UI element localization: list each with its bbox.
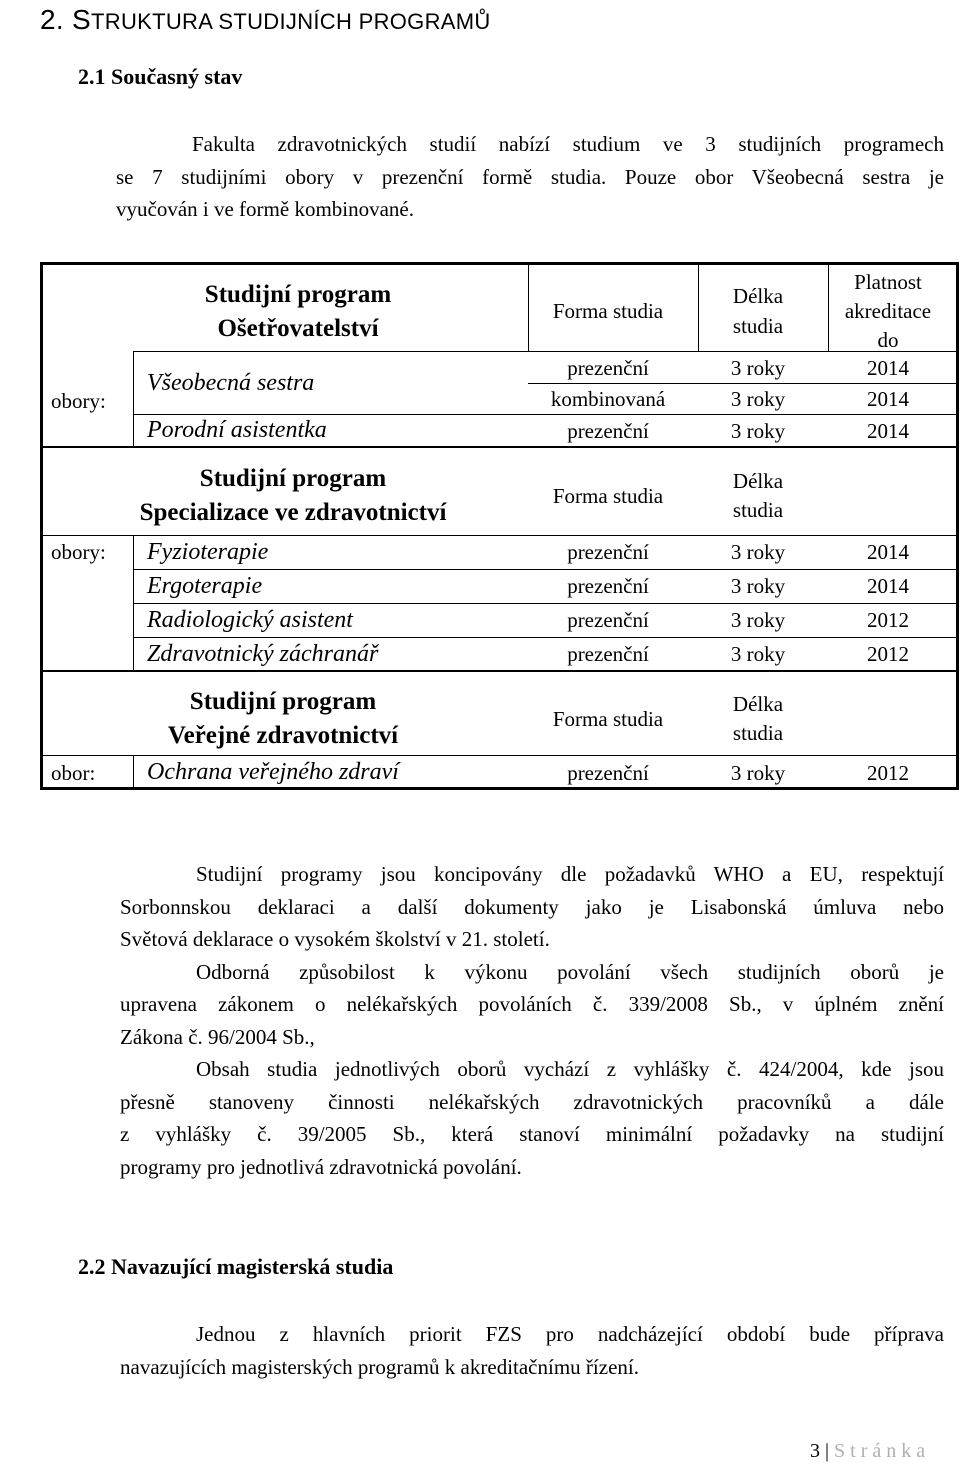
field-name: Radiologický asistent xyxy=(147,607,353,633)
heading-first-letter: S xyxy=(72,4,92,35)
footer-separator: | xyxy=(825,1440,830,1462)
intro-line: Fakulta zdravotnických studií nabízí studium ve 3 studijních programech xyxy=(192,132,944,156)
page-footer xyxy=(810,1440,930,1463)
field-delka: 3 roky xyxy=(730,761,786,785)
field-platnost: 2014 xyxy=(867,387,909,411)
field-forma: prezenční xyxy=(567,608,649,632)
page-number: 3 xyxy=(810,1440,820,1462)
text-line: přesně stanoveny činnosti nelékařských zdravotnických pracovníků a dále xyxy=(120,1089,944,1114)
field-platnost: 2012 xyxy=(867,761,909,785)
program-title: Veřejné zdravotnictví xyxy=(167,722,399,749)
table-divider xyxy=(43,446,956,448)
field-name: Zdravotnický záchranář xyxy=(147,641,379,667)
field-platnost: 2012 xyxy=(867,608,909,632)
text-line: Odborná způsobilost k výkonu povolání všech studijních oborů je xyxy=(196,959,944,984)
field-platnost: 2012 xyxy=(867,642,909,666)
field-name: Fyzioterapie xyxy=(147,539,269,565)
field-platnost: 2014 xyxy=(867,356,909,380)
header-forma: Forma studia xyxy=(552,707,664,731)
table-divider xyxy=(528,265,529,351)
table-divider xyxy=(528,383,956,384)
field-delka: 3 roky xyxy=(730,356,786,380)
text-line: Světová deklarace o vysokém školství v 21. století. xyxy=(120,927,550,951)
intro-line: vyučován i ve formě kombinované. xyxy=(116,197,414,221)
text-line: Zákona č. 96/2004 Sb., xyxy=(120,1024,315,1049)
body-paragraph xyxy=(120,1318,944,1383)
field-forma: prezenční xyxy=(567,540,649,564)
field-platnost: 2014 xyxy=(867,574,909,598)
program-title: Studijní program xyxy=(199,465,387,492)
header-platnost: Platnost xyxy=(854,270,922,294)
table-divider xyxy=(698,265,699,351)
header-platnost: do xyxy=(877,328,899,352)
table-divider xyxy=(43,755,956,756)
text-line: Sorbonnskou deklaraci a další dokumenty jako je Lisabonská úmluva nebo xyxy=(120,894,944,919)
field-platnost: 2014 xyxy=(867,419,909,443)
table-divider xyxy=(43,670,956,672)
table-divider xyxy=(133,603,956,604)
header-delka: Délka xyxy=(732,469,784,493)
programs-table xyxy=(40,262,959,790)
page-heading xyxy=(40,4,491,36)
table-divider xyxy=(133,414,956,415)
field-forma: prezenční xyxy=(567,419,649,443)
text-line: z vyhlášky č. 39/2005 Sb., která stanoví minimální požadavky na studijní xyxy=(120,1122,944,1146)
header-forma: Forma studia xyxy=(552,484,664,508)
field-forma: prezenční xyxy=(567,356,649,380)
field-forma: prezenční xyxy=(567,642,649,666)
program-title: Ošetřovatelství xyxy=(217,315,379,342)
field-delka: 3 roky xyxy=(730,574,786,598)
header-delka: Délka xyxy=(732,284,784,308)
table-divider xyxy=(43,535,956,536)
table-divider xyxy=(133,351,134,446)
header-delka: studia xyxy=(732,498,784,522)
text-line: upravena zákonem o nelékařských povoláních č. 339/2008 Sb., v úplném znění xyxy=(120,992,944,1016)
table-divider xyxy=(133,569,956,570)
table-divider xyxy=(133,755,134,787)
header-delka: studia xyxy=(732,314,784,338)
obory-label: obory: xyxy=(51,540,106,564)
text-line: navazujících magisterských programů k akreditačnímu řízení. xyxy=(120,1354,639,1379)
program-title: Studijní program xyxy=(189,688,377,715)
field-delka: 3 roky xyxy=(730,387,786,411)
table-divider xyxy=(133,351,956,352)
header-platnost: akreditace xyxy=(844,299,932,323)
footer-label: Stránka xyxy=(834,1440,931,1462)
text-line: Studijní programy jsou koncipovány dle požadavků WHO a EU, respektují xyxy=(196,862,944,886)
field-name: Ochrana veřejného zdraví xyxy=(147,759,399,785)
field-forma: prezenční xyxy=(567,574,649,598)
field-platnost: 2014 xyxy=(867,540,909,564)
text-line: Obsah studia jednotlivých oborů vychází z vyhlášky č. 424/2004, kde jsou xyxy=(196,1057,944,1081)
header-delka: Délka xyxy=(732,692,784,716)
text-line: programy pro jednotlivá zdravotnická povolání. xyxy=(120,1154,522,1179)
program-title: Specializace ve zdravotnictví xyxy=(139,499,447,526)
heading-title: TRUKTURA STUDIJNÍCH PROGRAMŮ xyxy=(91,9,491,34)
text-line: Jednou z hlavních priorit FZS pro nadcházející období bude příprava xyxy=(196,1322,944,1346)
obor-label: obor: xyxy=(51,761,96,785)
obory-label: obory: xyxy=(51,389,106,413)
heading-number: 2. xyxy=(40,4,64,35)
field-delka: 3 roky xyxy=(730,419,786,443)
body-paragraph xyxy=(120,858,944,1183)
section-title-2-1: 2.1 Současný stav xyxy=(78,64,243,89)
intro-line: se 7 studijními obory v prezenční formě studia. Pouze obor Všeobecná sestra je xyxy=(116,164,944,189)
field-forma: prezenční xyxy=(567,761,649,785)
field-delka: 3 roky xyxy=(730,608,786,632)
field-name: Ergoterapie xyxy=(147,573,263,599)
header-delka: studia xyxy=(732,721,784,745)
field-name: Porodní asistentka xyxy=(147,417,327,443)
header-forma: Forma studia xyxy=(552,299,664,323)
section-title-2-2: 2.2 Navazující magisterská studia xyxy=(78,1254,394,1279)
field-delka: 3 roky xyxy=(730,642,786,666)
table-divider xyxy=(828,265,829,351)
field-name: Všeobecná sestra xyxy=(147,370,315,396)
program-title: Studijní program xyxy=(204,281,392,308)
field-delka: 3 roky xyxy=(730,540,786,564)
table-divider xyxy=(133,637,956,638)
field-forma: kombinovaná xyxy=(550,387,666,411)
intro-paragraph xyxy=(116,128,944,226)
